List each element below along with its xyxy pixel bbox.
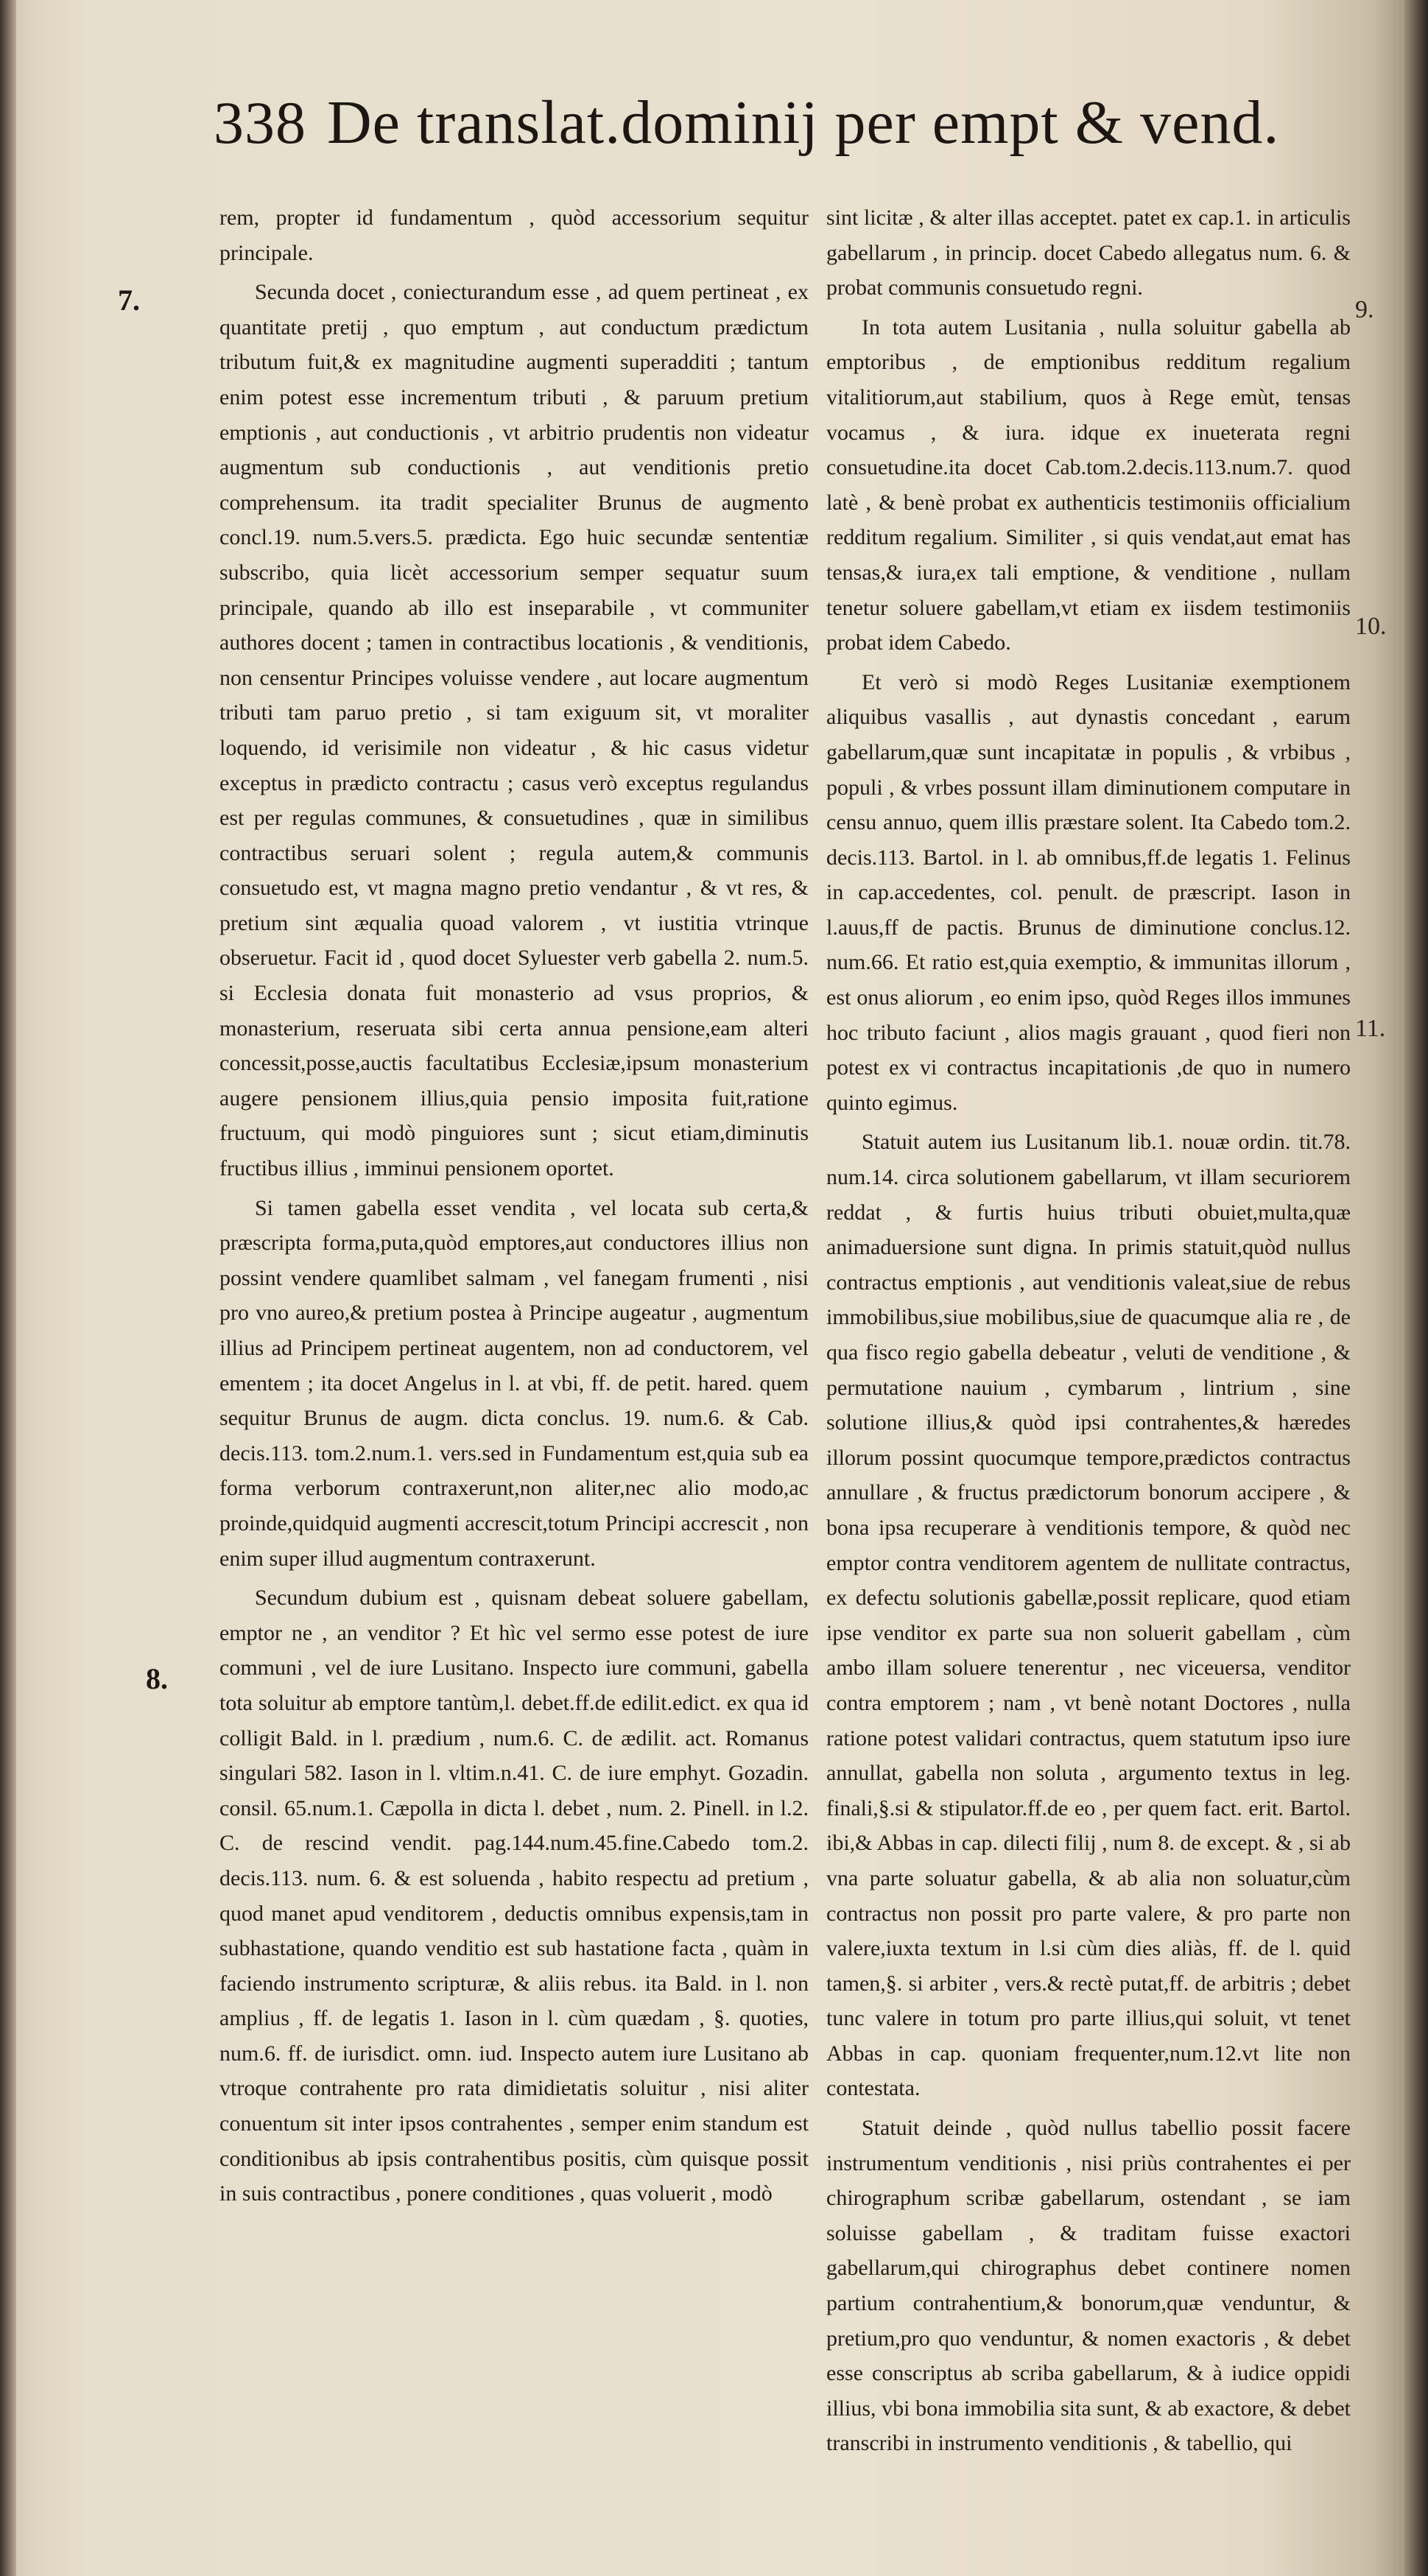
left-paragraph-1: rem, propter id fundamentum , quòd accessorium sequitur principale. [219,205,809,265]
margin-number-10: 10. [1355,613,1387,640]
right-paragraph-3: Et verò si modò Reges Lusitaniæ exemptionem aliquibus vasallis , aut dynastis concedant , earum gabellarum,quæ sunt incapitatæ in populis , & vrbibus , populi , & vrbes possunt illam diminutionem computare in censu annuo, quem illis præstare solent. Ita Cabedo tom.2. decis.113. Bartol. in l. ab omnibus,ff.de legatis 1. Felinus in cap.accedentes, col. penult. de præscript. Iason in l.auus,ff de pactis. Brunus de diminutione conclus.12. num.66. Et ratio est,quia exemptio, & immunitas illorum , est onus aliorum , eo enim ipso, quòd Reges illos immunes hoc tributo faciunt , alios magis grauant , quod fieri non potest ex vi contractus incapitationis ,de quo in numero quinto egimus. [826,669,1351,1115]
left-paragraph-3: Si tamen gabella esset vendita , vel locata sub certa,& præscripta forma,puta,quòd emptores,aut conductores illius non possint vendere quamlibet salmam , vel fanegam frumenti , nisi pro vno aureo,& pretium postea à Principe augeatur , augmentum illius ad Principem pertineat augentem, non ad conductorem, vel ementem ; ita docet Angelus in l. at vbi, ff. de petit. hared. quem sequitur Brunus de augm. dicta conclus. 19. num.6. & Cab. decis.113. tom.2.num.1. vers.sed in Fundamentum est,quia sub ea forma verborum contraxerunt,non aliter,nec alio modo,ac proinde,quidquid augmenti accrescit,totum Principi accrescit , non enim super illud augmentum contraxerunt. [219,1195,809,1571]
margin-number-11: 11. [1355,1015,1386,1042]
margin-number-7: 7. [118,284,140,317]
left-paragraph-2: Secunda docet , coniecturandum esse , ad quem pertineat , ex quantitate pretij , quo emptum , aut conductum prædictum tributum fuit,& ex magnitudine augmenti superadditi ; tantum enim potest esse incrementum tributi , & paruum pretium emptionis , aut conductionis , vt arbitrio prudentis non videatur augmentum sub conductionis , aut venditionis pretio comprehensum. ita tradit specialiter Brunus de augmento concl.19. num.5.vers.5. prædicta. Ego huic secundæ sententiæ subscribo, quia licèt accessorium semper sequatur suum principale, quando ab illo est inseparabile , vt communiter authores docent ; tamen in contractibus locationis , & venditionis, non censentur Principes voluisse vendere , aut locare augmentum tributi tam paruo pretio , si tam exiguum sit, vt moraliter loquendo, id verisimile non videatur , & hic casus videtur exceptus in prædicto contractu ; casus verò exceptus regulandus est per regulas communes, & consuetudines , quæ in similibus contractibus seruari solent ; regula autem,& communis consuetudo est, vt magna magno pretio vendantur , & vt res, & pretium sint æqualia quoad valorem , vt iustitia vtrinque obseruetur. Facit id , quod docet Syluester verb gabella 2. num.5. si Ecclesia donata fuit monasterio ad vsus proprios, & monasterium, reseruata sibi certa annua pensione,eam alteri concessit,posse,auctis facultatibus Ecclesiæ,ipsum monasterium augere pensionem illius,quia pensio imposita fuit,ratione fructuum, qui modò pinguiores sunt ; sicut etiam,diminutis fructibus illius , imminui pensionem oportet. [219,280,809,1181]
page-number: 338 [214,89,306,156]
left-paragraph-4: Secundum dubium est , quisnam debeat soluere gabellam, emptor ne , an venditor ? Et hìc vel sermo esse potest de iure communi , vel de iure Lusitano. Inspecto iure communi, gabella tota soluitur ab emptore tantùm,l. debet.ff.de edilit.edict. ex qua id colligit Bald. in l. prædium , num.6. C. de ædilit. act. Romanus singulari 582. Iason in l. vltim.n.41. C. de iure emphyt. Gozadin. consil. 65.num.1. Cæpolla in dicta l. debet , num. 2. Pinell. in l.2. C. de rescind vendit. pag.144.num.45.fine.Cabedo tom.2. decis.113. num. 6. & est soluenda , habito respectu ad pretium , quod manet apud venditorem , deductis omnibus expensis,tam in subhastatione, quando venditio est sub hastatione facta , quàm in faciendo instrumento scripturæ, & aliis rebus. ita Bald. in l. non amplius , ff. de legatis 1. Iason in l. cùm quædam , §. quoties, num.6. ff. de iurisdict. omn. iud. Inspecto autem iure Lusitano ab vtroque contrahente pro rata dimidietatis soluitur , nisi aliter conuentum sit inter ipsos contrahentes , semper enim standum est conditionibus ab ipsis contrahentibus positis, cùm quisque possit in suis contractibus , ponere conditiones , quas voluerit , modò [219,1586,809,2206]
right-paragraph-5: Statuit deinde , quòd nullus tabellio possit facere instrumentum venditionis , nisi priùs contrahentes ei per chirographum scribæ gabellarum, ostendant , se iam soluisse gabellam , & traditam fuisse exactori gabellarum,qui chirographus debet continere nomen partium contrahentium,& bonorum,quæ venduntur, & pretium,pro quo venduntur, & nomen exactoris , & debet esse conscriptus ab scriba gabellarum, & à iudice oppidi illius, vbi bona immobilia sita sunt, & ab exactore, & debet transcribi in instrumento venditionis , & tabellio, qui [826,2116,1351,2456]
book-binding-gutter [0,0,16,2576]
right-paragraph-4: Statuit autem ius Lusitanum lib.1. nouæ ordin. tit.78. num.14. circa solutionem gabellarum, vt illam securiorem reddat , & furtis huius tributi obuiet,multa,quæ animaduersione sunt digna. In primis statuit,quòd nullus contractus emptionis , aut venditionis valeat,siue de rebus immobilibus,siue mobilibus,siue de quacumque alia re , de qua fisco regio gabella debeatur , veluti de venditione , & permutatione nauium , cymbarum , lintrium , sine solutione illius,& quòd ipsi contrahentes,& hæredes illorum possint quocumque tempore,prædictos contractus annullare , & fructus prædictorum bonorum accipere , & bona ipsa recuperare à venditionis tempore, & quòd nec emptor contra venditorem agentem de nullitate contractus, ex defectu solutionis gabellæ,possit replicare, quod etiam ipse venditor ex parte sua non soluerit gabellam , cùm ambo illam soluere tenerentur , nec viceuersa, venditor contra emptorem ; nam , vt benè notant Doctores , nulla ratione potest validari contractus, quem statutum ipso iure annullat, gabella non soluta , argumento textus in leg. finali,§.si & stipulator.ff.de eo , per quem fact. erit. Bartol. ibi,& Abbas in cap. dilecti filij , num 8. de except. & , si ab vna parte soluatur gabella, & ab alia non soluatur,cùm contractus non possit pro parte valere, & pro parte non valere,iuxta textum in l.si cùm dies aliàs, ff. de l. quid tamen,§. si arbiter , vers.& rectè putat,ff. de arbitris ; debet tunc valere in totum pro parte illius,qui soluit, vt tenet Abbas in cap. quoniam frequenter,num.12.vt lite non contestata. [826,1130,1351,2101]
margin-number-9: 9. [1355,296,1374,323]
page-edge-shadow [1404,0,1428,2576]
right-paragraph-1: sint licitæ , & alter illas acceptet. patet ex cap.1. in articulis gabellarum , in princip. docet Cabedo allegatus num. 6. & probat communis consuetudo regni. [826,205,1351,300]
running-title: De translat.dominij per empt & vend. [327,88,1280,157]
running-header [214,87,1348,158]
right-text-column [826,200,1351,2466]
right-paragraph-2: In tota autem Lusitania , nulla soluitur gabella ab emptoribus , de emptionibus redditum regalium vitalitiorum,aut stabilium, quos à Rege emùt, tensas vocamus , & iura. idque ex inueterata regni consuetudine.ita docet Cab.tom.2.decis.113.num.7. quod latè , & benè probat ex authenticis testimoniis officialium redditum regalium. Similiter , si quis vendat,aut emat has tensas,& iura,ex tali emptione, & venditione , nullam tenetur soluere gabellam,vt etiam ex iisdem testimoniis probat idem Cabedo. [826,314,1351,655]
left-text-column [219,200,809,2216]
margin-number-8: 8. [146,1662,168,1695]
